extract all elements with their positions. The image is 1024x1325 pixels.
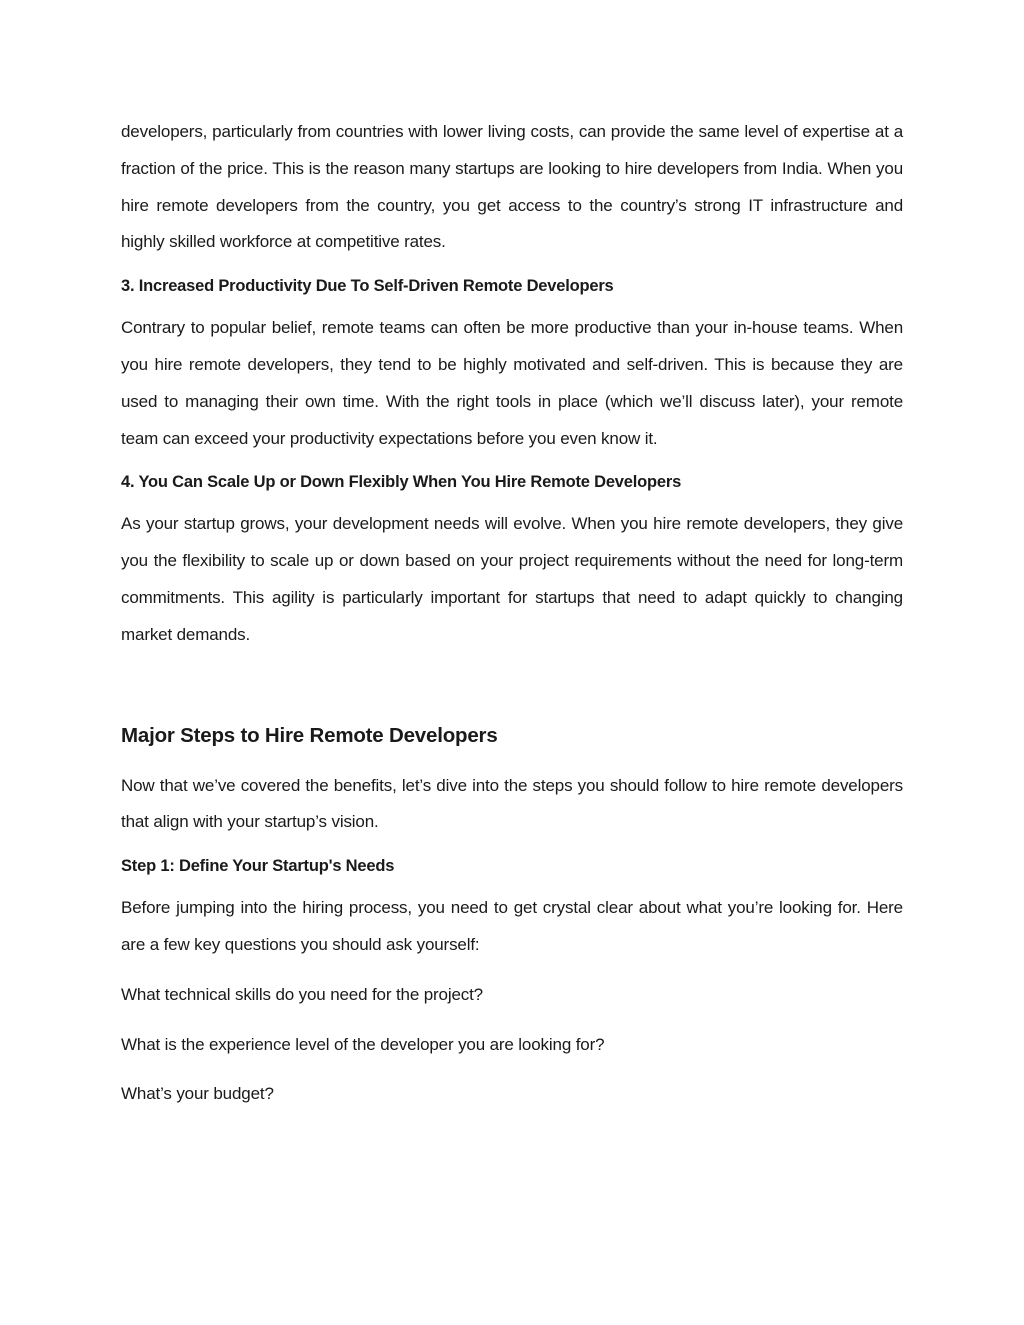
section-3-body: Contrary to popular belief, remote teams can often be more productive than your in-house teams. When you hire remote developers, they tend to be highly motivated and self-driven. This is because they are used to managing their own time. With the right tools in place (which we’ll discuss later), your remote team can exceed your productivity expectations before you even know it.	[121, 318, 903, 448]
section-4-body: As your startup grows, your development needs will evolve. When you hire remote developers, they give you the flexibility to scale up or down based on your project requirements without the need for long-term commitments. This agility is particularly important for startups that need to adapt quickly to changing market demands.	[121, 514, 903, 644]
step-1-question: What technical skills do you need for the project?	[121, 984, 483, 1004]
section-3-heading: 3. Increased Productivity Due To Self-Driven Remote Developers	[121, 277, 614, 296]
document-page	[121, 114, 903, 1113]
intro-paragraph: developers, particularly from countries with lower living costs, can provide the same level of expertise at a fraction of the price. This is the reason many startups are looking to hire developers from India. When you hire remote developers from the country, you get access to the country’s strong IT infrastructure and highly skilled workforce at competitive rates.	[121, 122, 903, 252]
step-1-body: Before jumping into the hiring process, you need to get crystal clear about what you’re looking for. Here are a few key questions you should ask yourself:	[121, 898, 903, 954]
step-1-heading: Step 1: Define Your Startup's Needs	[121, 857, 395, 876]
major-steps-heading: Major Steps to Hire Remote Developers	[121, 723, 498, 747]
major-steps-intro: Now that we’ve covered the benefits, let’s dive into the steps you should follow to hire remote developers that align with your startup’s vision.	[121, 775, 903, 832]
step-1-question: What is the experience level of the developer you are looking for?	[121, 1034, 605, 1054]
section-4-heading: 4. You Can Scale Up or Down Flexibly When You Hire Remote Developers	[121, 473, 682, 492]
step-1-question: What’s your budget?	[121, 1084, 274, 1104]
